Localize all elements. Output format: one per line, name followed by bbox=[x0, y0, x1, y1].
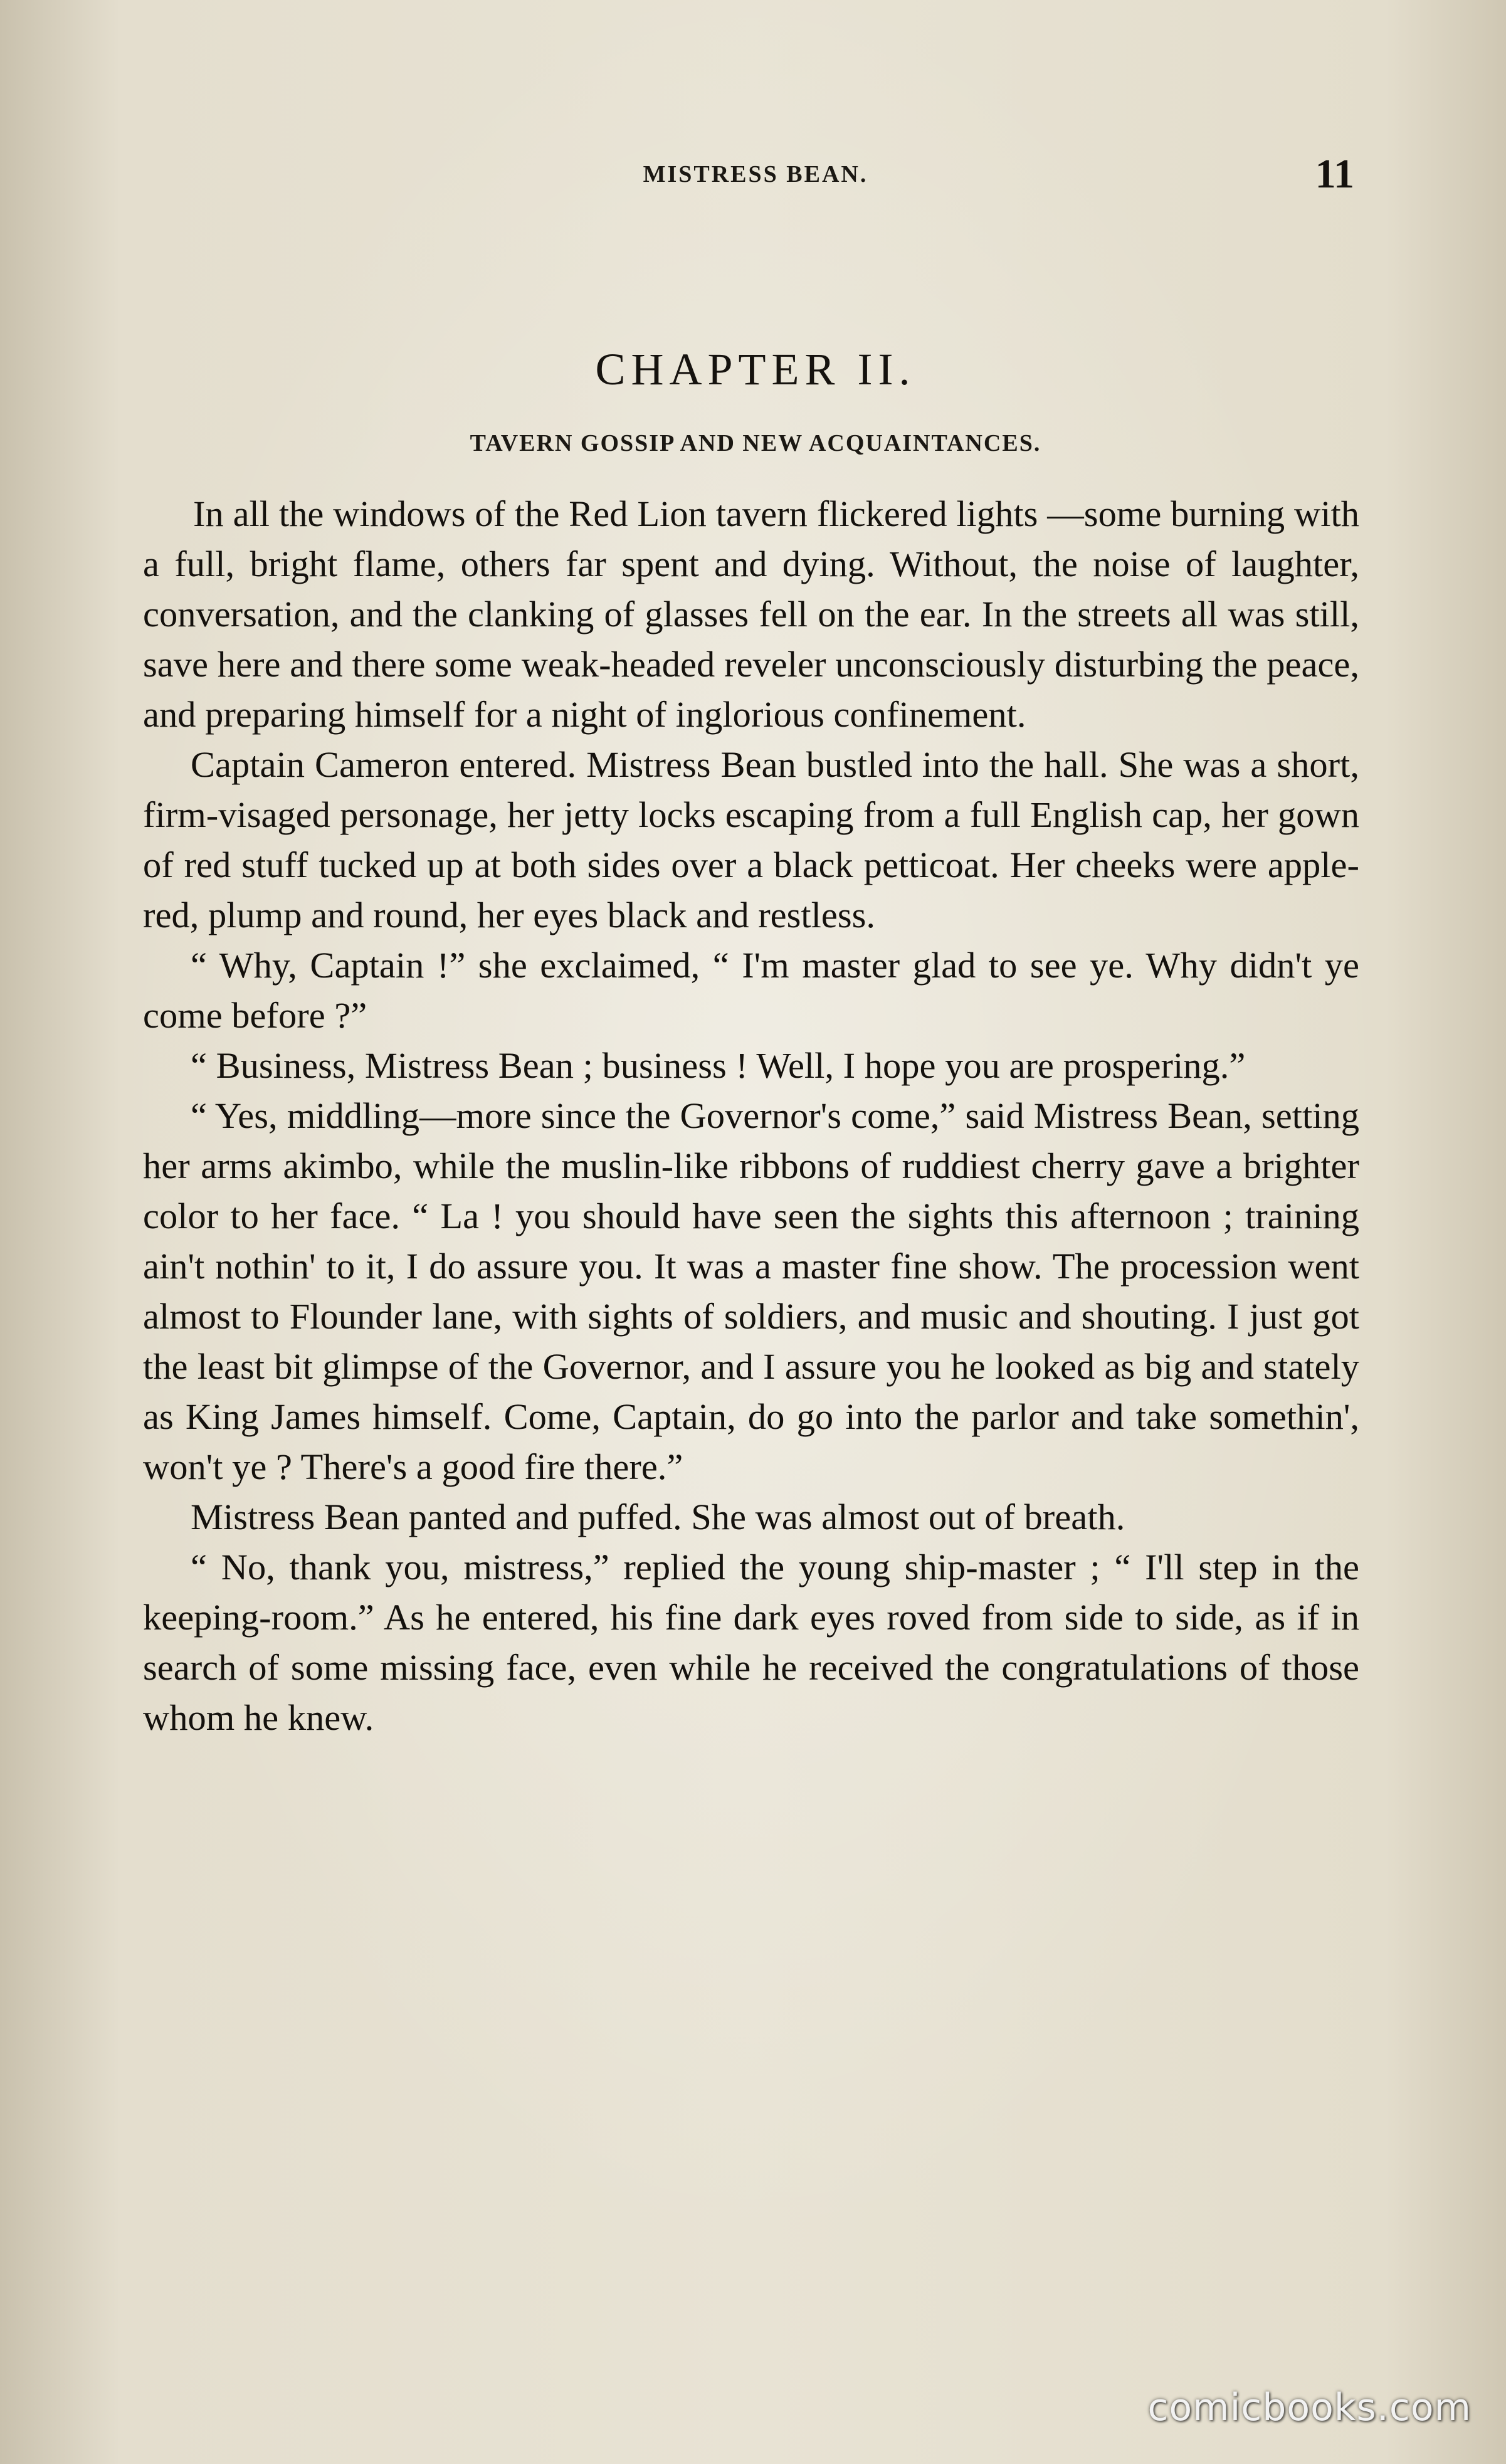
watermark: comicbooks.com bbox=[1147, 2386, 1472, 2430]
running-title: MISTRESS BEAN. bbox=[643, 161, 868, 187]
chapter-subtitle: TAVERN GOSSIP AND NEW ACQUAINTANCES. bbox=[470, 430, 1041, 456]
paragraph: In all the windows of the Red Lion tavern flickered lights —some burning with a full, bright flame, others far spent and dying. Without, the noise of laughter, conversation, and the clanking of glasses fell on the ear. In the streets all was still, save here and there some weak-headed reveler unconsciously disturbing the peace, and preparing himself for a night of inglorious confinement. bbox=[143, 493, 1359, 735]
paragraph: “ No, thank you, mistress,” replied the young ship-master ; “ I'll step in the keeping-room.” As he entered, his fine dark eyes roved from side to side, as if in search of some missing face, even while he received the congratulations of those whom he knew. bbox=[143, 1547, 1359, 1738]
paragraph: Captain Cameron entered. Mistress Bean bustled into the hall. She was a short, firm-visaged personage, her jetty locks escaping from a full English cap, her gown of red stuff tucked up at both sides over a black petticoat. Her cheeks were apple-red, plump and round, her eyes black and restless. bbox=[143, 744, 1359, 935]
paragraph: “ Why, Captain !” she exclaimed, “ I'm master glad to see ye. Why didn't ye come before ?” bbox=[143, 945, 1359, 1036]
chapter-heading: CHAPTER II. bbox=[595, 344, 916, 394]
paragraph: “ Yes, middling—more since the Governor's come,” said Mistress Bean, setting her arms akimbo, while the muslin-like ribbons of ruddiest cherry gave a brighter color to her face. “ La ! you should have seen the sights this afternoon ; training ain't nothin' to it, I do assure you. It was a master fine show. The procession went almost to Flounder lane, with sights of soldiers, and music and shouting. I just got the least bit glimpse of the Governor, and I assure you he looked as big and stately as King James himself. Come, Captain, do go into the parlor and take somethin', won't ye ? There's a good fire there.” bbox=[143, 1095, 1359, 1487]
page-number: 11 bbox=[1315, 151, 1354, 197]
running-head bbox=[144, 150, 1367, 207]
paragraph: “ Business, Mistress Bean ; business ! Well, I hope you are prospering.” bbox=[191, 1045, 1246, 1086]
body-text bbox=[143, 489, 1359, 1743]
paragraph: Mistress Bean panted and puffed. She was almost out of breath. bbox=[191, 1497, 1125, 1537]
